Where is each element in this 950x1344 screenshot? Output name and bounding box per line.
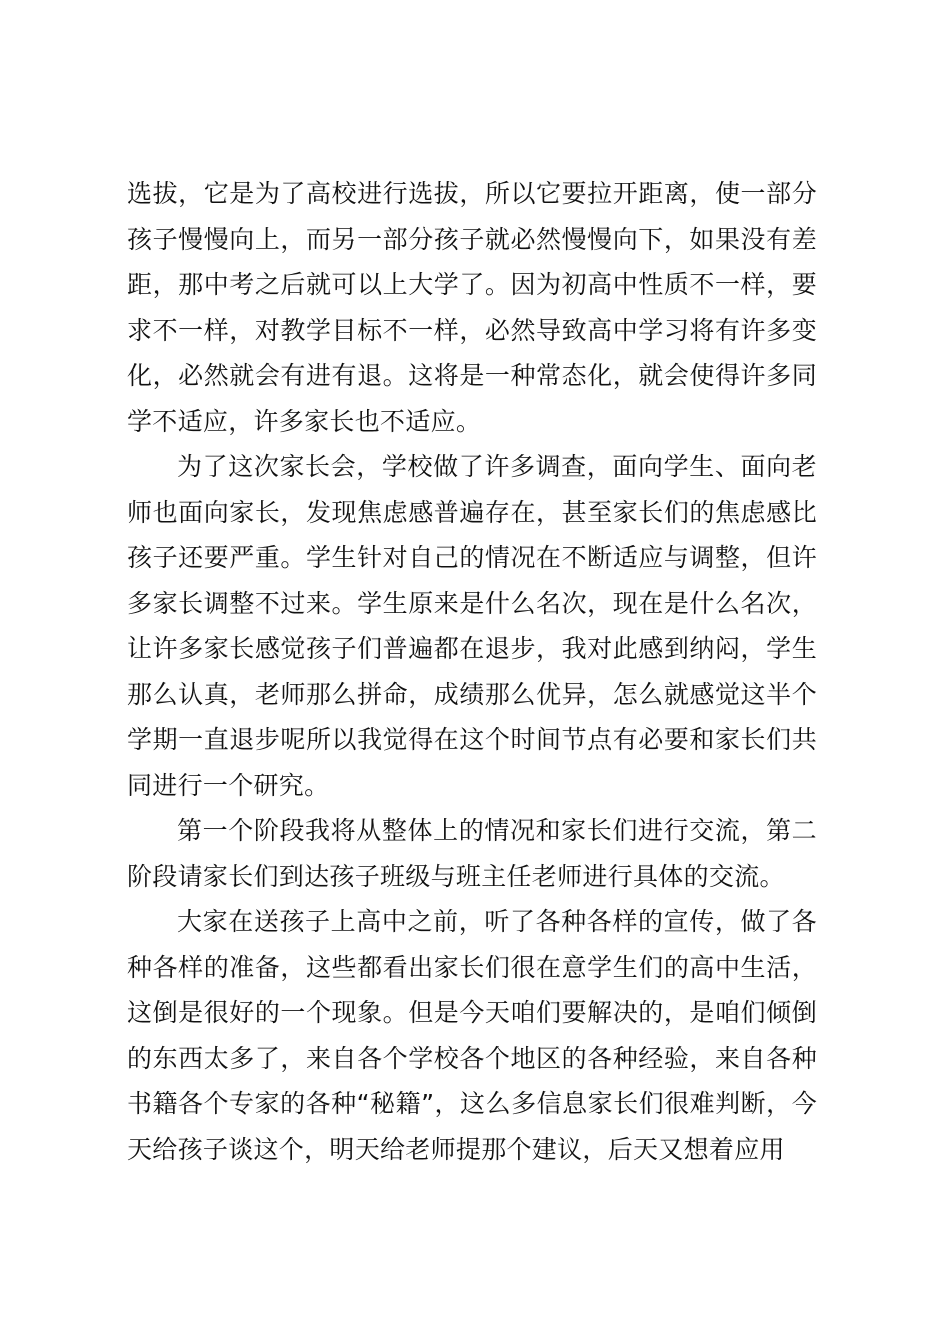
document-body xyxy=(127,171,817,1172)
paragraph-4: 大家在送孩子上高中之前，听了各种各样的宣传，做了各种各样的准备，这些都看出家长们很在意学生们的高中生活，这倒是很好的一个现象。但是今天咱们要解决的，是咱们倾倒的东西太多了，来自各个学校各个地区的各种经验，来自各种书籍各个专家的各种“秘籍”，这么多信息家长们很难判断，今天给孩子谈这个，明天给老师提那个建议，后天又想着应用 xyxy=(127,907,817,1164)
paragraph-3: 第一个阶段我将从整体上的情况和家长们进行交流，第二阶段请家长们到达孩子班级与班主任老师进行具体的交流。 xyxy=(127,816,817,891)
paragraph-1: 选拔，它是为了高校进行选拔，所以它要拉开距离，使一部分孩子慢慢向上，而另一部分孩子就必然慢慢向下，如果没有差距，那中考之后就可以上大学了。因为初高中性质不一样，要求不一样，对教学目标不一样，必然导致高中学习将有许多变化，必然就会有进有退。这将是一种常态化，就会使得许多同学不适应，许多家长也不适应。 xyxy=(127,179,817,436)
paragraph-2: 为了这次家长会，学校做了许多调查，面向学生、面向老师也面向家长，发现焦虑感普遍存在，甚至家长们的焦虑感比孩子还要严重。学生针对自己的情况在不断适应与调整，但许多家长调整不过来。学生原来是什么名次，现在是什么名次，让许多家长感觉孩子们普遍都在退步，我对此感到纳闷，学生那么认真，老师那么拼命，成绩那么优异，怎么就感觉这半个学期一直退步呢所以我觉得在这个时间节点有必要和家长们共同进行一个研究。 xyxy=(127,452,817,800)
